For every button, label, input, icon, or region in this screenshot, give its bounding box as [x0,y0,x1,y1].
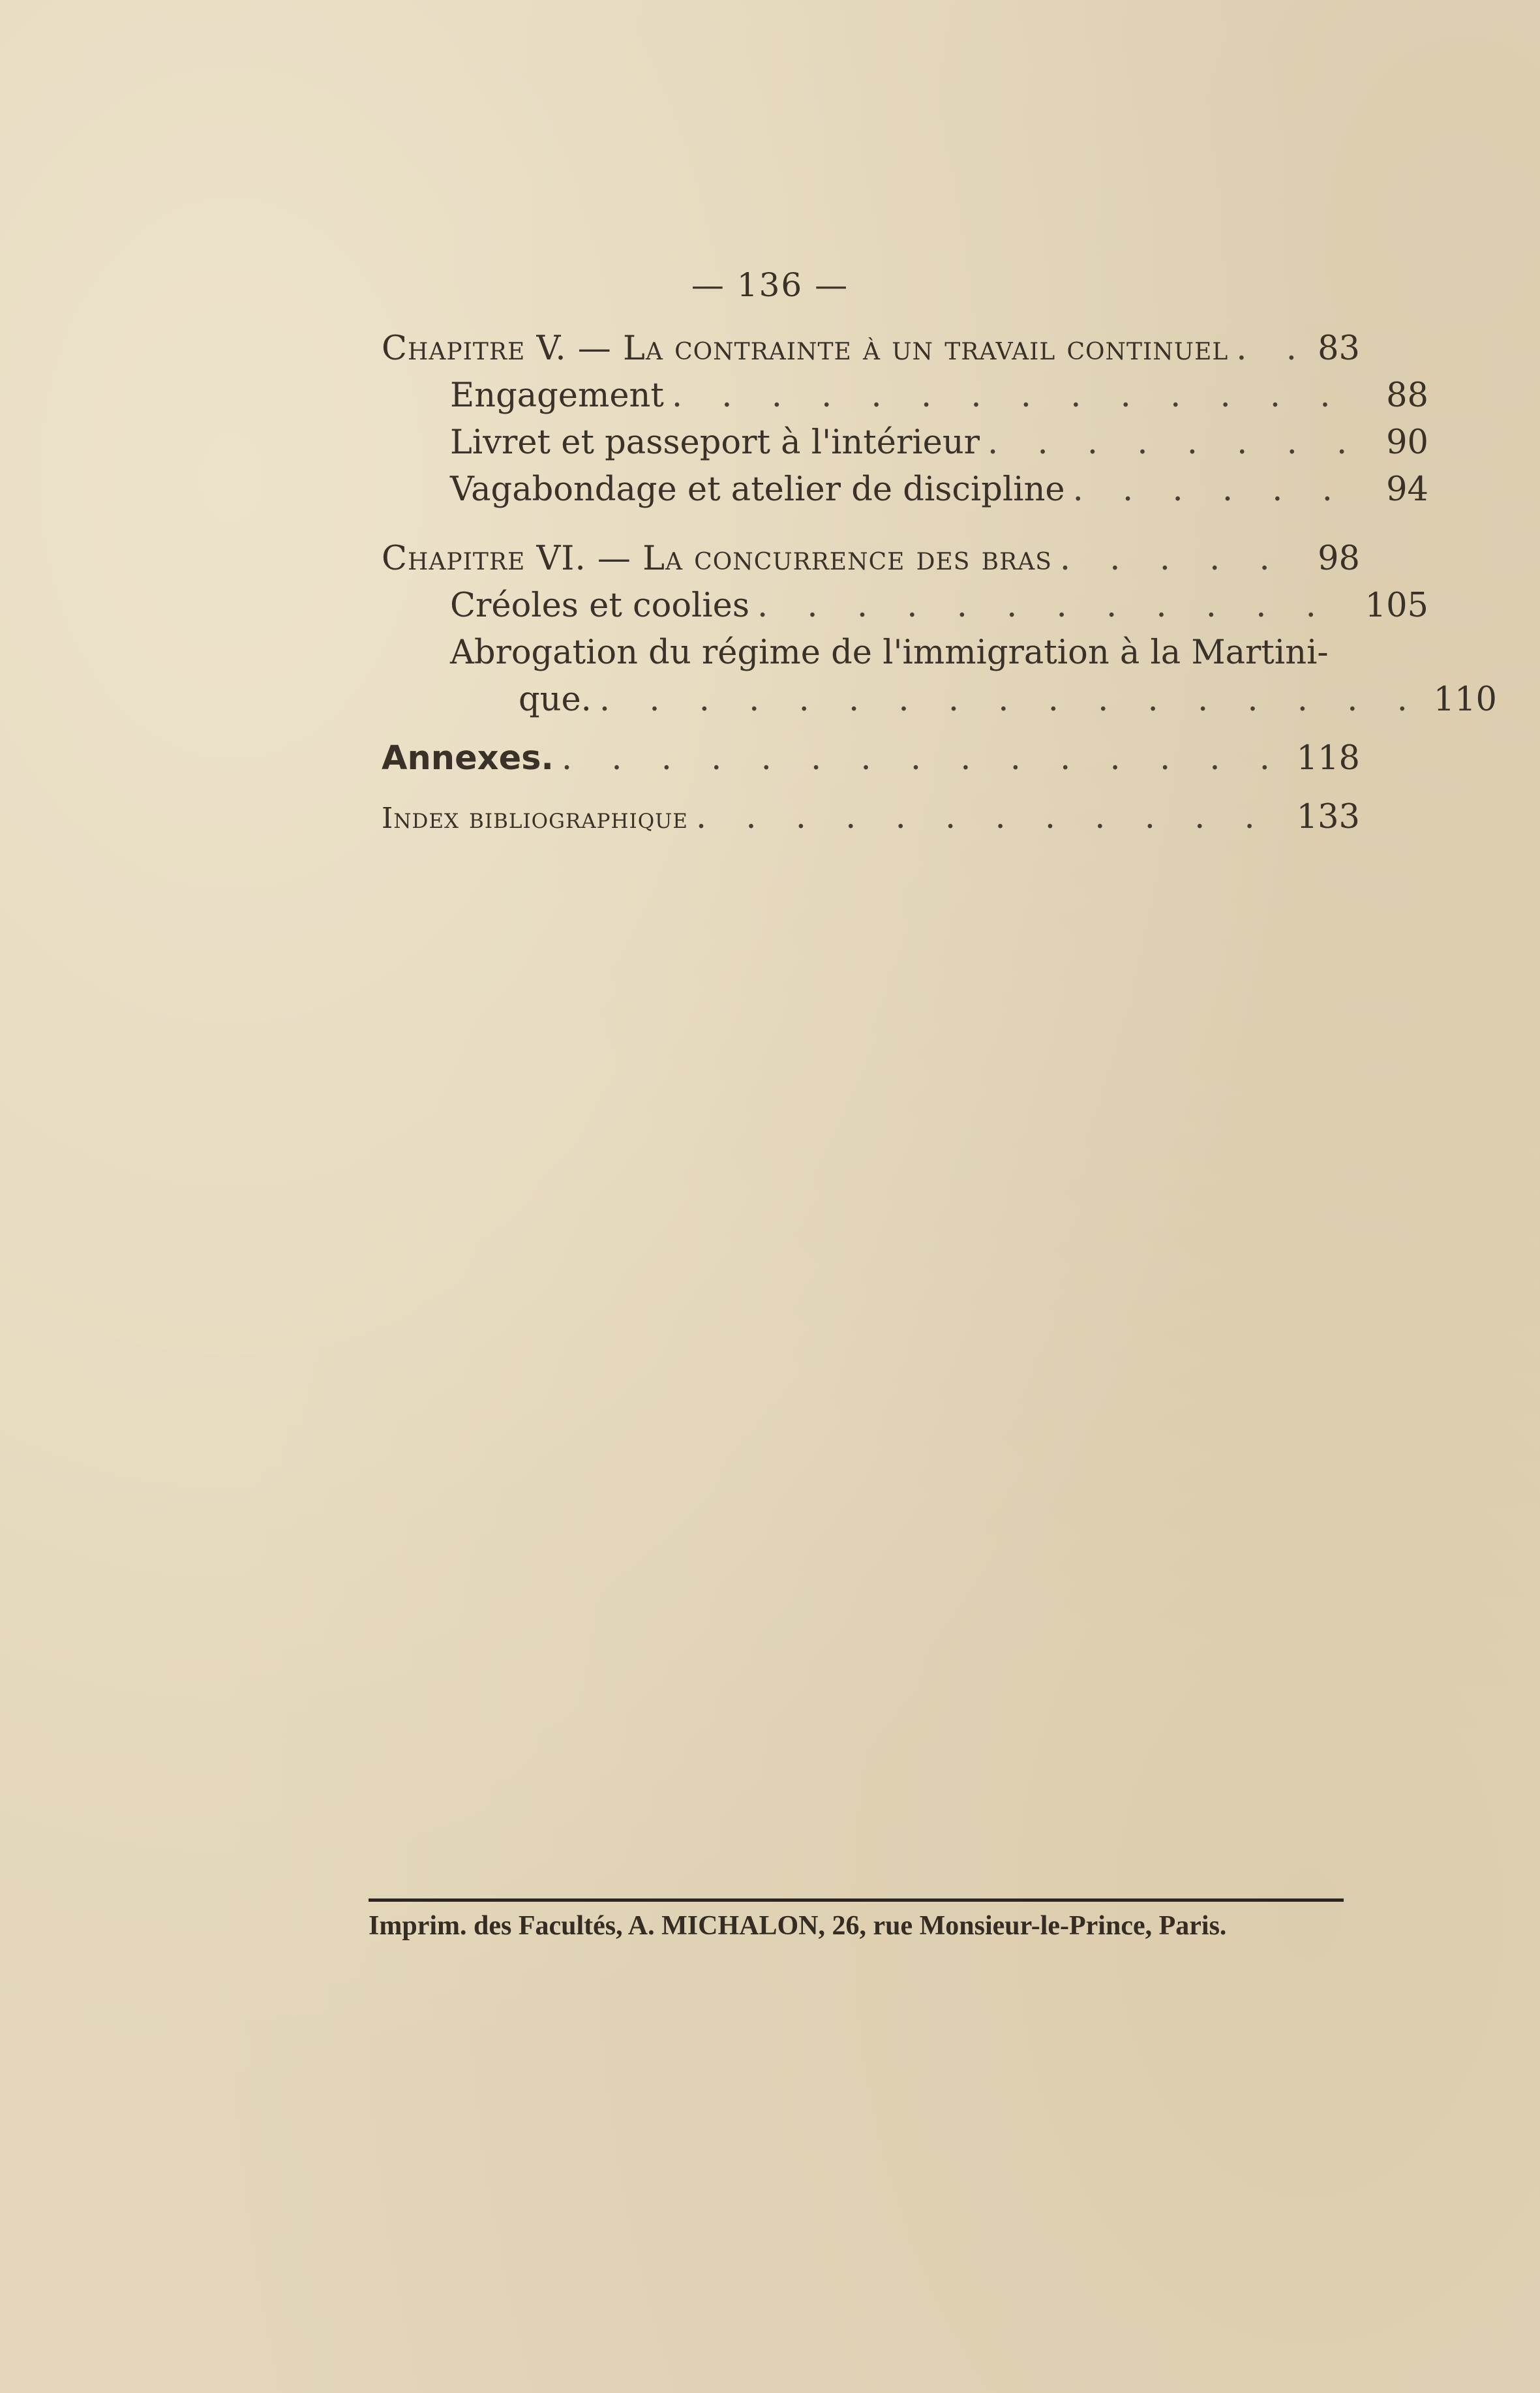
toc-entry-page: 105 [1365,587,1428,625]
toc-entry-label: Chapitre V. — La contrainte à un travail continuel [382,329,1229,368]
toc-entry-page: 83 [1318,329,1360,368]
toc-entry-page: 118 [1296,739,1360,778]
toc-entry-page: 88 [1386,376,1428,415]
toc-entry-label: Index bibliographique [382,802,688,835]
toc-entry-abrogation [382,680,1497,726]
toc-entry-label: Créoles et coolies [450,587,749,625]
toc-entry-label: Annexes. [382,739,554,778]
leader-dots [1236,329,1300,368]
toc-entry-page: 133 [1296,798,1360,836]
toc-entry-chapter-5 [382,329,1360,375]
toc-entry-annexes [382,739,1360,785]
leader-dots [988,423,1368,462]
toc-entry-abrogation-line1: Abrogation du régime de l'immigration à la Martini- [450,633,1329,672]
leader-dots [562,739,1289,778]
toc-entry-label: que. [519,680,592,719]
leader-dots [1060,540,1300,578]
toc-entry-creoles [382,587,1428,632]
leader-dots [1073,470,1368,509]
toc-entry-label: Livret et passeport à l'intérieur [450,423,980,462]
footer-rule [369,1898,1344,1902]
toc-entry-livret [382,423,1428,469]
toc-entry-page: 98 [1318,540,1360,578]
toc-entry-page: 94 [1386,470,1428,509]
leader-dots [696,798,1289,836]
page-number: — 136 — [691,266,849,304]
toc-entry-label: Chapitre VI. — La concurrence des bras [382,540,1052,578]
leader-dots [599,680,1426,719]
leader-dots [672,376,1368,415]
toc-entry-engagement [382,376,1428,422]
printer-imprint: Imprim. des Facultés, A. MICHALON, 26, rue Monsieur-le-Prince, Paris. [369,1911,1227,1941]
toc-entry-label: Engagement [450,376,664,415]
toc-entry-index [382,798,1360,844]
toc-entry-chapter-6 [382,540,1360,585]
leader-dots [757,587,1357,625]
toc-entry-page: 90 [1386,423,1428,462]
toc-entry-label: Vagabondage et atelier de discipline [450,470,1065,509]
toc-entry-page: 110 [1433,680,1497,719]
toc-entry-vagabondage [382,470,1428,516]
